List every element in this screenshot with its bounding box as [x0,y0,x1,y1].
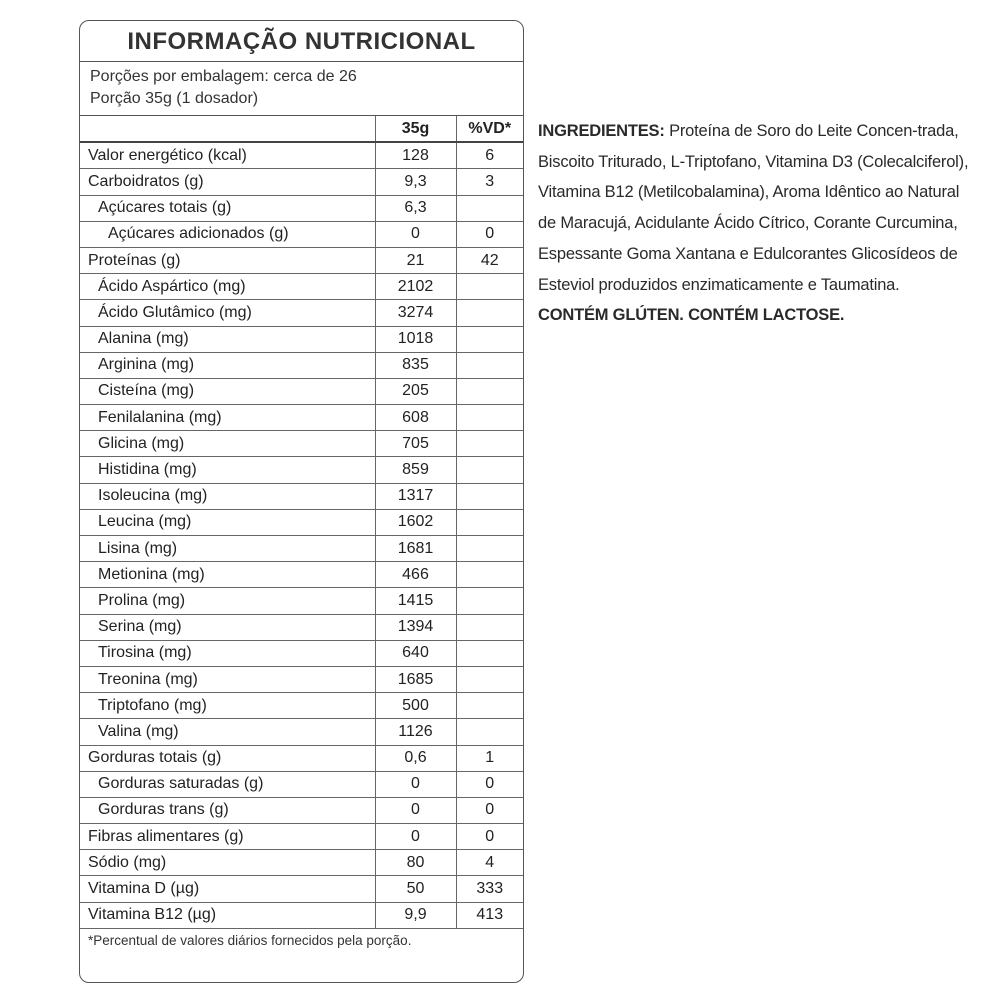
nutrient-daily-value [456,509,523,535]
nutrient-daily-value [456,693,523,719]
nutrient-name: Ácido Glutâmico (mg) [80,300,375,326]
nutrient-daily-value: 0 [456,824,523,850]
ingredients-text: Proteína de Soro do Leite Concen-trada, Biscoito Triturado, L-Triptofano, Vitamina D3 (Colecalciferol), Vitamina B12 (Metilcobalamina), Aroma Idêntico ao Natural de Maracujá, Acidulante Ácido Cítrico, Corante Curcumina, Espessante Goma Xantana e Edulcorantes Glicosídeos de Esteviol produzidos enzimaticamente e Taumatina. [538,122,969,294]
nutrient-amount: 9,9 [375,902,456,928]
nutrient-name: Proteínas (g) [80,247,375,273]
nutrient-daily-value [456,483,523,509]
table-row [80,850,523,876]
nutrient-amount: 1681 [375,536,456,562]
table-row [80,142,523,169]
table-row [80,824,523,850]
table-row [80,797,523,823]
nutrient-daily-value [456,300,523,326]
nutrient-name: Glicina (mg) [80,431,375,457]
nutrient-daily-value [456,536,523,562]
nutrient-amount: 1126 [375,719,456,745]
nutrient-amount: 1018 [375,326,456,352]
nutrient-daily-value: 413 [456,902,523,928]
header-daily-value: %VD* [456,116,523,142]
nutrient-amount: 0 [375,797,456,823]
nutrient-name: Prolina (mg) [80,588,375,614]
nutrient-amount: 50 [375,876,456,902]
nutrient-name: Tirosina (mg) [80,640,375,666]
table-row [80,326,523,352]
nutrient-name: Carboidratos (g) [80,169,375,195]
ingredients-heading: INGREDIENTES: [538,122,665,140]
nutrient-amount: 859 [375,457,456,483]
nutrient-daily-value: 0 [456,797,523,823]
nutrient-amount: 1685 [375,666,456,692]
nutrient-daily-value: 4 [456,850,523,876]
table-row [80,457,523,483]
ingredients-block [538,116,978,331]
nutrient-amount: 705 [375,431,456,457]
nutrient-amount: 835 [375,352,456,378]
nutrient-daily-value: 0 [456,221,523,247]
nutrient-daily-value [456,326,523,352]
nutrient-name: Gorduras totais (g) [80,745,375,771]
nutrient-daily-value [456,640,523,666]
serving-size: Porção 35g (1 dosador) [90,90,259,107]
nutrient-daily-value [456,666,523,692]
table-row [80,352,523,378]
table-row [80,378,523,404]
nutrient-daily-value [456,457,523,483]
nutrient-name: Arginina (mg) [80,352,375,378]
nutrient-daily-value: 42 [456,247,523,273]
nutrient-amount: 0 [375,221,456,247]
table-row [80,745,523,771]
nutrition-table [80,116,523,929]
nutrient-daily-value [456,562,523,588]
header-blank-cell [80,116,375,142]
nutrient-name: Fenilalanina (mg) [80,405,375,431]
table-row [80,666,523,692]
table-row [80,169,523,195]
table-row [80,771,523,797]
table-row [80,536,523,562]
table-row [80,640,523,666]
nutrient-name: Leucina (mg) [80,509,375,535]
nutrient-amount: 0 [375,824,456,850]
table-row [80,693,523,719]
table-row [80,405,523,431]
nutrient-name: Fibras alimentares (g) [80,824,375,850]
servings-per-package: Porções por embalagem: cerca de 26 [90,68,357,85]
nutrient-daily-value [456,588,523,614]
nutrient-name: Lisina (mg) [80,536,375,562]
nutrient-daily-value [456,405,523,431]
table-row [80,300,523,326]
table-row [80,588,523,614]
nutrient-name: Treonina (mg) [80,666,375,692]
nutrient-daily-value [456,352,523,378]
nutrient-amount: 9,3 [375,169,456,195]
nutrient-amount: 1317 [375,483,456,509]
nutrient-name: Vitamina D (µg) [80,876,375,902]
nutrient-daily-value [456,614,523,640]
table-row [80,274,523,300]
nutrient-name: Sódio (mg) [80,850,375,876]
header-amount: 35g [375,116,456,142]
nutrient-daily-value [456,195,523,221]
nutrient-amount: 2102 [375,274,456,300]
nutrient-name: Açúcares adicionados (g) [80,221,375,247]
nutrient-daily-value [456,378,523,404]
nutrient-amount: 640 [375,640,456,666]
table-row [80,483,523,509]
nutrient-name: Açúcares totais (g) [80,195,375,221]
nutrient-name: Vitamina B12 (µg) [80,902,375,928]
nutrient-amount: 21 [375,247,456,273]
nutrient-name: Isoleucina (mg) [80,483,375,509]
nutrient-amount: 6,3 [375,195,456,221]
nutrient-name: Cisteína (mg) [80,378,375,404]
nutrient-amount: 80 [375,850,456,876]
table-row [80,247,523,273]
nutrient-name: Gorduras saturadas (g) [80,771,375,797]
nutrient-daily-value: 1 [456,745,523,771]
nutrient-amount: 500 [375,693,456,719]
nutrient-amount: 1394 [375,614,456,640]
nutrient-name: Valor energético (kcal) [80,142,375,169]
table-row [80,562,523,588]
table-row [80,431,523,457]
nutrient-name: Serina (mg) [80,614,375,640]
table-row [80,614,523,640]
table-row [80,221,523,247]
table-row [80,876,523,902]
table-header-row [80,116,523,142]
footnote: *Percentual de valores diários fornecidos pela porção. [88,932,412,948]
nutrient-daily-value: 6 [456,142,523,169]
allergen-warning: CONTÉM GLÚTEN. CONTÉM LACTOSE. [538,306,845,325]
nutrient-daily-value: 3 [456,169,523,195]
nutrient-name: Ácido Aspártico (mg) [80,274,375,300]
nutrition-facts-label [79,20,524,983]
nutrient-amount: 466 [375,562,456,588]
nutrient-amount: 1415 [375,588,456,614]
nutrient-daily-value [456,431,523,457]
table-row [80,509,523,535]
nutrient-name: Triptofano (mg) [80,693,375,719]
nutrient-name: Gorduras trans (g) [80,797,375,823]
nutrient-daily-value: 333 [456,876,523,902]
table-row [80,195,523,221]
nutrient-amount: 128 [375,142,456,169]
nutrient-name: Metionina (mg) [80,562,375,588]
nutrient-name: Histidina (mg) [80,457,375,483]
nutrient-daily-value [456,719,523,745]
nutrient-daily-value [456,274,523,300]
nutrient-daily-value: 0 [456,771,523,797]
serving-info [80,62,523,116]
nutrient-amount: 0 [375,771,456,797]
nutrient-amount: 205 [375,378,456,404]
nutrient-name: Valina (mg) [80,719,375,745]
nutrient-amount: 608 [375,405,456,431]
nutrient-name: Alanina (mg) [80,326,375,352]
table-row [80,719,523,745]
nutrient-amount: 1602 [375,509,456,535]
nutrient-amount: 3274 [375,300,456,326]
nutrient-amount: 0,6 [375,745,456,771]
table-row [80,902,523,928]
label-title: INFORMAÇÃO NUTRICIONAL [80,21,523,62]
